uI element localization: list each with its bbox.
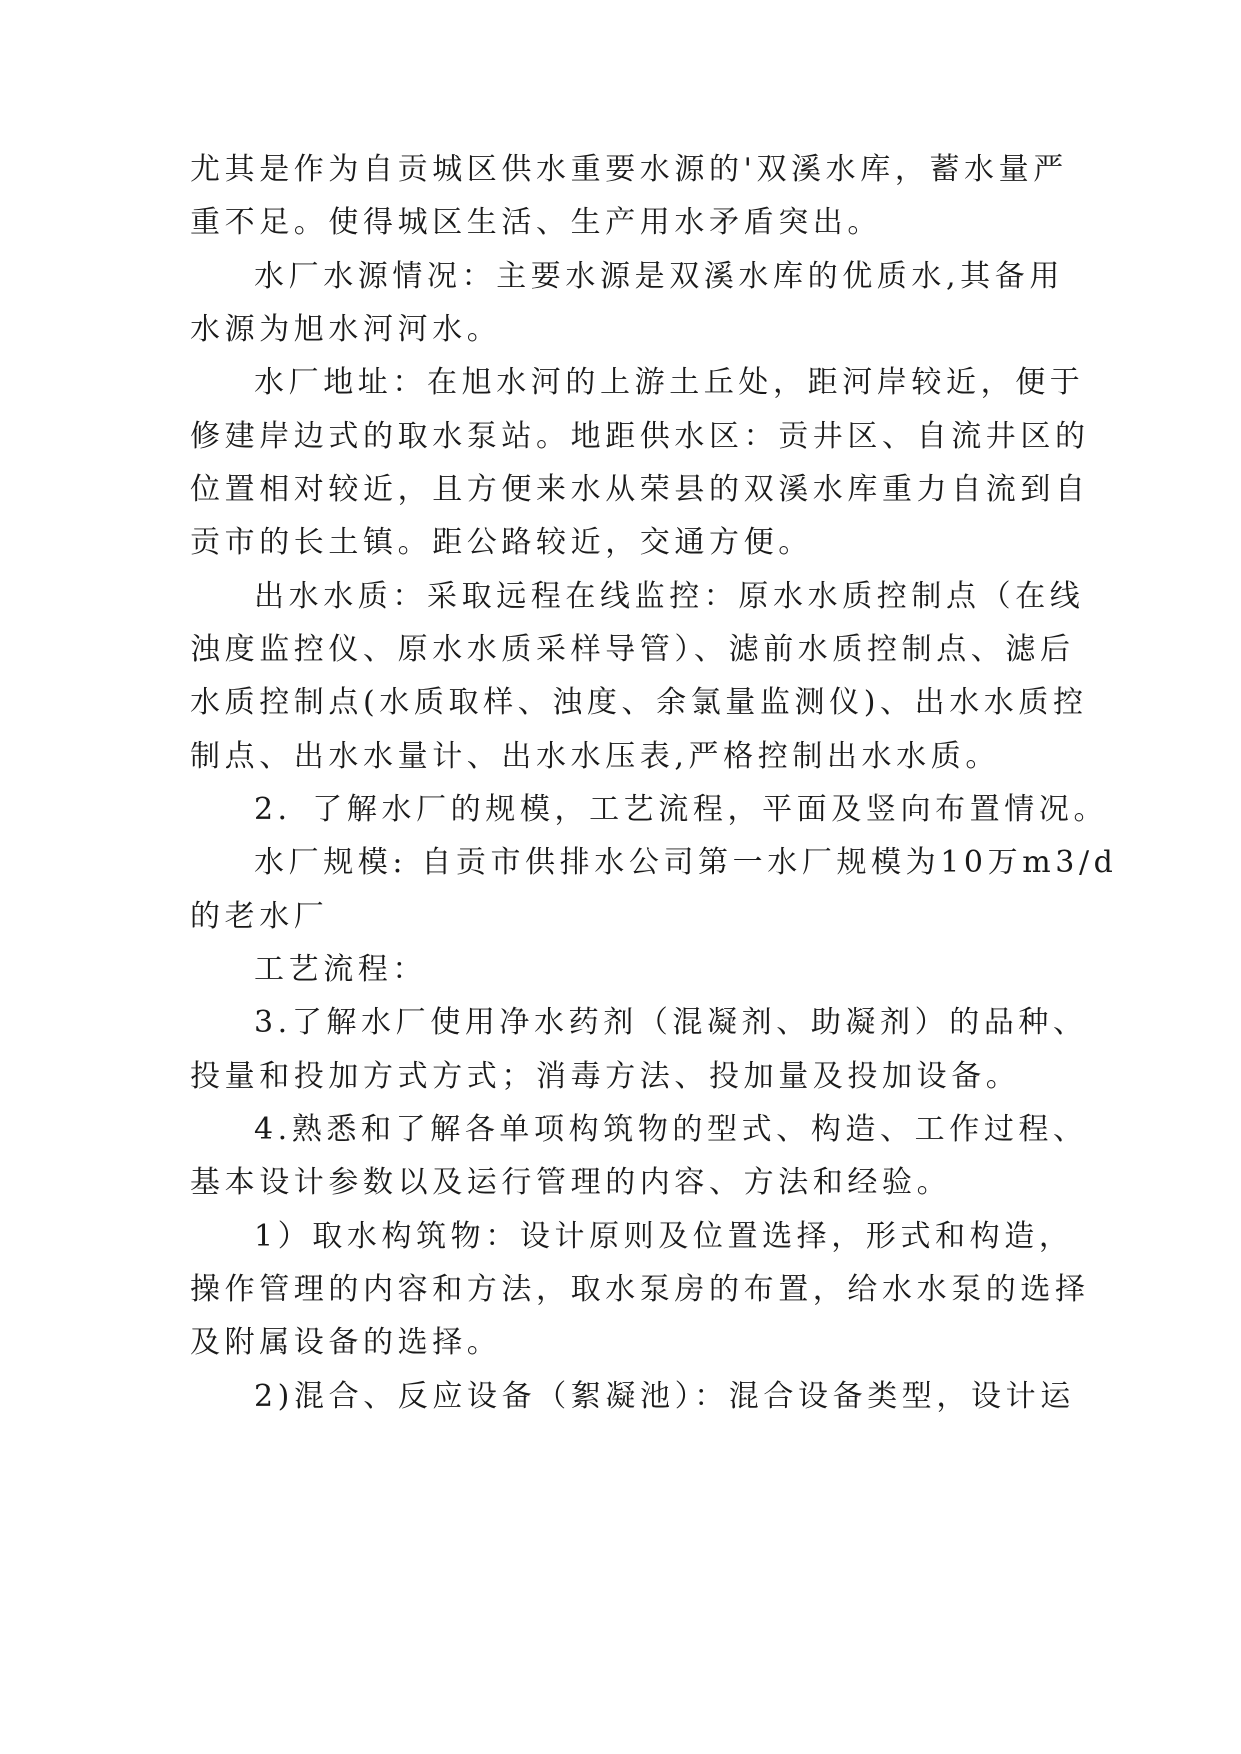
text-line: 及附属设备的选择。: [190, 1325, 502, 1360]
text-line: 水质控制点(水质取样、浊度、余氯量监测仪)、出水水质控: [190, 685, 1088, 720]
text-line: 浊度监控仪、原水水质采样导管）、滤前水质控制点、滤后: [190, 632, 1075, 667]
text-line: 2)混合、反应设备（絮凝池）：混合设备类型，设计运: [254, 1379, 1075, 1414]
text-line: 重不足。使得城区生活、生产用水矛盾突出。: [190, 205, 882, 240]
text-line: 基本设计参数以及运行管理的内容、方法和经验。: [190, 1165, 952, 1200]
text-line: 操作管理的内容和方法，取水泵房的布置，给水水泵的选择: [190, 1272, 1090, 1307]
text-line: 2．了解水厂的规模，工艺流程，平面及竖向布置情况。: [254, 792, 1109, 827]
text-line: 出水水质：采取远程在线监控：原水水质控制点（在线: [254, 579, 1085, 614]
text-line: 投量和投加方式方式；消毒方法、投加量及投加设备。: [190, 1059, 1021, 1094]
text-line: 修建岸边式的取水泵站。地距供水区：贡井区、自流井区的: [190, 419, 1090, 454]
text-line: 3.了解水厂使用净水药剂（混凝剂、助凝剂）的品种、: [254, 1005, 1088, 1040]
text-line: 1）取水构筑物：设计原则及位置选择，形式和构造，: [254, 1219, 1074, 1254]
text-line: 4.熟悉和了解各单项构筑物的型式、构造、工作过程、: [254, 1112, 1088, 1147]
text-line: 水源为旭水河河水。: [190, 312, 502, 347]
text-line: 尤其是作为自贡城区供水重要水源的'双溪水库，蓄水量严: [190, 152, 1068, 187]
text-line: 水厂地址：在旭水河的上游土丘处，距河岸较近，便于: [254, 365, 1085, 400]
text-line: 贡市的长土镇。距公路较近，交通方便。: [190, 525, 813, 560]
text-line: 的老水厂: [190, 899, 329, 934]
text-line: 水厂水源情况：主要水源是双溪水库的优质水,其备用: [254, 259, 1064, 294]
text-line: 水厂规模: 自贡市供排水公司第一水厂规模为10万m3/d: [254, 845, 1118, 880]
text-line: 制点、出水水量计、出水水压表,严格控制出水水质。: [190, 739, 1000, 774]
text-line: 工艺流程：: [254, 952, 427, 987]
text-line: 位置相对较近，且方便来水从荣县的双溪水库重力自流到自: [190, 472, 1090, 507]
